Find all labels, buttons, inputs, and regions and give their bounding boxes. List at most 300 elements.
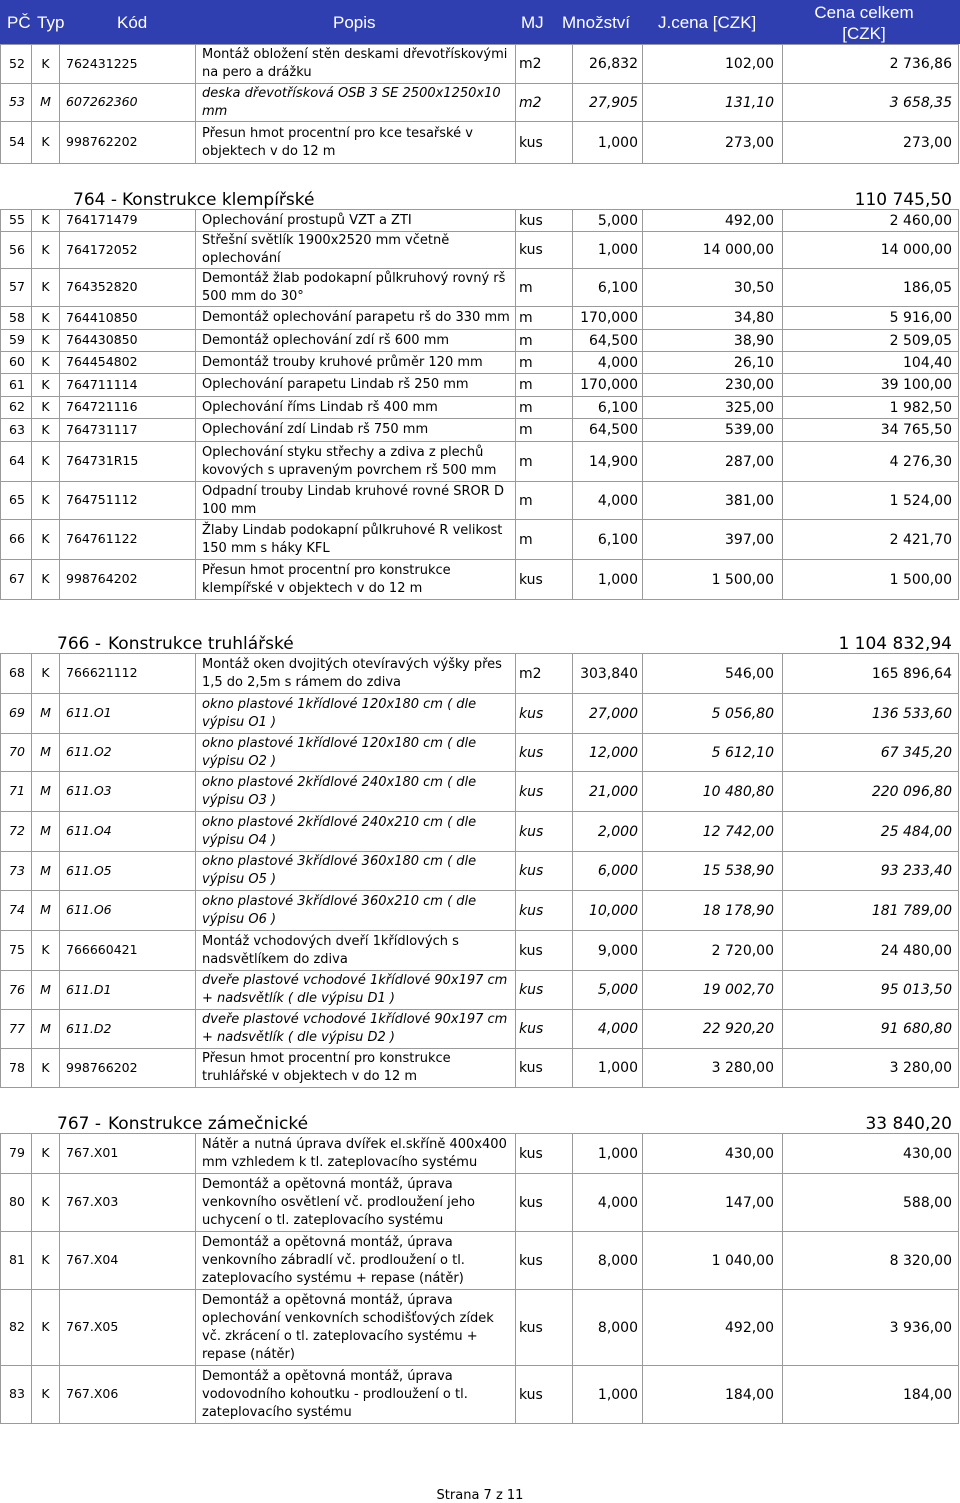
row-unit: m [516,269,573,307]
row-code: 764410850 [60,307,196,330]
row-code: 767.X06 [60,1366,196,1424]
table-row [1,852,959,891]
row-total-price: 273,00 [783,122,959,164]
row-unit: kus [516,1290,573,1366]
row-type: K [32,931,60,971]
row-quantity: 5,000 [573,971,643,1010]
row-number: 57 [1,269,32,307]
row-code: 764172052 [60,232,196,269]
section-title: Konstrukce klempířské [122,190,315,210]
row-unit: m [516,419,573,442]
row-code: 762431225 [60,45,196,84]
row-number: 62 [1,397,32,419]
row-code: 764731R15 [60,442,196,482]
row-unit-price: 10 480,80 [643,772,783,812]
row-type: M [32,971,60,1010]
row-type: K [32,1232,60,1290]
row-quantity: 170,000 [573,307,643,330]
row-type: K [32,419,60,442]
row-description: Demontáž žlab podokapní půlkruhový rovný rš 500 mm do 30° [196,269,516,307]
row-total-price: 39 100,00 [783,374,959,397]
row-code: 764711114 [60,374,196,397]
row-number: 68 [1,654,32,694]
row-number: 80 [1,1174,32,1232]
row-description: Přesun hmot procentní pro kce tesařské v objektech v do 12 m [196,122,516,164]
section-total: 33 840,20 [865,1114,952,1134]
row-description: Montáž vchodových dveří 1křídlových s nadsvětlíkem do zdiva [196,931,516,971]
row-total-price: 91 680,80 [783,1010,959,1049]
row-unit: m [516,352,573,374]
table-row [1,1290,959,1366]
row-code: 764731117 [60,419,196,442]
row-unit-price: 14 000,00 [643,232,783,269]
table-row [1,397,959,419]
table-row [1,1049,959,1088]
row-unit: m [516,307,573,330]
row-number: 72 [1,812,32,852]
row-description: okno plastové 2křídlové 240x210 cm ( dle výpisu O4 ) [196,812,516,852]
table-row [1,1232,959,1290]
row-quantity: 8,000 [573,1290,643,1366]
row-description: Oplechování prostupů VZT a ZTI [196,210,516,232]
row-quantity: 10,000 [573,891,643,931]
row-unit: m [516,330,573,352]
table-row [1,482,959,520]
row-total-price: 95 013,50 [783,971,959,1010]
row-unit: kus [516,931,573,971]
row-unit: kus [516,1232,573,1290]
header-pc: PČ [7,13,31,32]
items-table-top [0,44,959,164]
row-number: 58 [1,307,32,330]
row-number: 67 [1,560,32,600]
row-unit: m2 [516,654,573,694]
row-unit-price: 492,00 [643,1290,783,1366]
row-type: K [32,330,60,352]
row-description: Montáž obložení stěn deskami dřevotřískovými na pero a drážku [196,45,516,84]
table-row [1,1010,959,1049]
table-row [1,84,959,122]
row-unit-price: 539,00 [643,419,783,442]
row-description: Střešní světlík 1900x2520 mm včetně oplechování [196,232,516,269]
row-total-price: 1 524,00 [783,482,959,520]
row-unit: m [516,520,573,560]
row-number: 77 [1,1010,32,1049]
row-code: 611.O6 [60,891,196,931]
row-description: okno plastové 1křídlové 120x180 cm ( dle výpisu O2 ) [196,734,516,772]
header-typ: Typ [37,13,65,32]
row-code: 611.O5 [60,852,196,891]
row-type: M [32,891,60,931]
row-unit: kus [516,122,573,164]
row-unit: m2 [516,45,573,84]
row-type: K [32,560,60,600]
row-description: Demontáž a opětovná montáž, úprava vodovodního kohoutku - prodloužení o tl. zateplovacího systému [196,1366,516,1424]
table-row [1,891,959,931]
table-row [1,232,959,269]
header-popis: Popis [333,13,376,32]
row-total-price: 181 789,00 [783,891,959,931]
table-row [1,694,959,734]
row-unit-price: 3 280,00 [643,1049,783,1088]
row-code: 611.D2 [60,1010,196,1049]
table-row [1,419,959,442]
row-unit: kus [516,1366,573,1424]
row-code: 767.X04 [60,1232,196,1290]
row-number: 52 [1,45,32,84]
row-description: okno plastové 1křídlové 120x180 cm ( dle výpisu O1 ) [196,694,516,734]
row-total-price: 5 916,00 [783,307,959,330]
items-table-767 [0,1133,959,1424]
row-type: K [32,210,60,232]
row-description: dveře plastové vchodové 1křídlové 90x197 cm + nadsvětlík ( dle výpisu D1 ) [196,971,516,1010]
row-total-price: 2 736,86 [783,45,959,84]
row-code: 998762202 [60,122,196,164]
row-number: 78 [1,1049,32,1088]
table-row [1,931,959,971]
row-description: okno plastové 3křídlové 360x210 cm ( dle výpisu O6 ) [196,891,516,931]
section-total: 110 745,50 [854,190,952,210]
table-row [1,812,959,852]
row-type: M [32,772,60,812]
row-total-price: 25 484,00 [783,812,959,852]
row-quantity: 4,000 [573,352,643,374]
row-type: K [32,1290,60,1366]
row-number: 55 [1,210,32,232]
row-total-price: 104,40 [783,352,959,374]
row-number: 82 [1,1290,32,1366]
row-unit: m [516,482,573,520]
section-title: Konstrukce zámečnické [108,1114,309,1134]
row-unit: kus [516,560,573,600]
row-unit-price: 22 920,20 [643,1010,783,1049]
row-code: 766660421 [60,931,196,971]
row-total-price: 4 276,30 [783,442,959,482]
row-code: 611.O4 [60,812,196,852]
row-code: 764751112 [60,482,196,520]
row-total-price: 67 345,20 [783,734,959,772]
row-unit-price: 546,00 [643,654,783,694]
row-number: 83 [1,1366,32,1424]
row-description: dveře plastové vchodové 1křídlové 90x197 cm + nadsvětlík ( dle výpisu D2 ) [196,1010,516,1049]
row-description: Oplechování parapetu Lindab rš 250 mm [196,374,516,397]
row-total-price: 3 280,00 [783,1049,959,1088]
row-code: 998764202 [60,560,196,600]
header-cena-line2: [CZK] [842,24,886,43]
row-unit-price: 184,00 [643,1366,783,1424]
table-row [1,1134,959,1174]
row-total-price: 588,00 [783,1174,959,1232]
row-description: Nátěr a nutná úprava dvířek el.skříně 400x400 mm vzhledem k tl. zateplovacího systému [196,1134,516,1174]
row-quantity: 4,000 [573,1010,643,1049]
row-description: Demontáž a opětovná montáž, úprava venkovního osvětlení vč. prodloužení jeho uchycení o tl. zateplovacího systému [196,1174,516,1232]
row-description: Přesun hmot procentní pro konstrukce truhlářské v objektech v do 12 m [196,1049,516,1088]
row-unit-price: 1 500,00 [643,560,783,600]
row-quantity: 1,000 [573,1049,643,1088]
items-table-766 [0,653,959,1088]
row-unit-price: 15 538,90 [643,852,783,891]
row-code: 766621112 [60,654,196,694]
row-total-price: 1 982,50 [783,397,959,419]
row-unit-price: 287,00 [643,442,783,482]
row-unit-price: 147,00 [643,1174,783,1232]
table-row [1,307,959,330]
table-row [1,122,959,164]
row-number: 65 [1,482,32,520]
row-unit: kus [516,1134,573,1174]
row-type: M [32,84,60,122]
section-title: Konstrukce truhlářské [108,634,294,654]
row-code: 611.D1 [60,971,196,1010]
row-unit-price: 26,10 [643,352,783,374]
row-code: 607262360 [60,84,196,122]
row-description: okno plastové 2křídlové 240x180 cm ( dle výpisu O3 ) [196,772,516,812]
row-number: 81 [1,1232,32,1290]
row-unit: kus [516,694,573,734]
row-type: K [32,397,60,419]
row-number: 75 [1,931,32,971]
row-unit: kus [516,232,573,269]
table-row [1,1174,959,1232]
row-total-price: 2 421,70 [783,520,959,560]
row-quantity: 4,000 [573,1174,643,1232]
table-row [1,520,959,560]
row-unit: kus [516,210,573,232]
row-code: 764454802 [60,352,196,374]
row-unit-price: 1 040,00 [643,1232,783,1290]
row-number: 71 [1,772,32,812]
row-code: 764171479 [60,210,196,232]
row-quantity: 6,100 [573,269,643,307]
row-code: 764352820 [60,269,196,307]
row-quantity: 4,000 [573,482,643,520]
row-total-price: 93 233,40 [783,852,959,891]
row-unit-price: 2 720,00 [643,931,783,971]
row-quantity: 9,000 [573,931,643,971]
row-number: 56 [1,232,32,269]
row-type: K [32,654,60,694]
row-type: K [32,307,60,330]
row-total-price: 3 936,00 [783,1290,959,1366]
header-jcena: J.cena [CZK] [658,13,757,32]
row-unit: m [516,374,573,397]
row-description: Demontáž a opětovná montáž, úprava venkovního zábradlí vč. prodloužení o tl. zateplovacího systému + repase (nátěr) [196,1232,516,1290]
row-unit-price: 131,10 [643,84,783,122]
row-description: Demontáž oplechování parapetu rš do 330 mm [196,307,516,330]
row-number: 63 [1,419,32,442]
row-description: Odpadní trouby Lindab kruhové rovné SROR D 100 mm [196,482,516,520]
row-number: 66 [1,520,32,560]
row-unit-price: 30,50 [643,269,783,307]
row-type: K [32,122,60,164]
row-total-price: 34 765,50 [783,419,959,442]
row-unit-price: 325,00 [643,397,783,419]
row-unit-price: 381,00 [643,482,783,520]
row-code: 767.X05 [60,1290,196,1366]
row-unit-price: 102,00 [643,45,783,84]
row-quantity: 303,840 [573,654,643,694]
row-quantity: 2,000 [573,812,643,852]
row-number: 60 [1,352,32,374]
row-description: Oplechování zdí Lindab rš 750 mm [196,419,516,442]
row-type: K [32,482,60,520]
row-description: deska dřevotřísková OSB 3 SE 2500x1250x10 mm [196,84,516,122]
row-unit-price: 19 002,70 [643,971,783,1010]
row-number: 54 [1,122,32,164]
table-row [1,971,959,1010]
row-quantity: 170,000 [573,374,643,397]
row-number: 53 [1,84,32,122]
row-quantity: 1,000 [573,122,643,164]
row-quantity: 1,000 [573,1134,643,1174]
page-footer: Strana 7 z 11 [436,1488,524,1503]
row-description: Montáž oken dvojitých otevíravých výšky přes 1,5 do 2,5m s rámem do zdiva [196,654,516,694]
row-quantity: 6,100 [573,520,643,560]
table-row [1,352,959,374]
row-unit: kus [516,1174,573,1232]
row-unit: kus [516,1010,573,1049]
row-code: 767.X03 [60,1174,196,1232]
row-code: 764761122 [60,520,196,560]
row-unit-price: 230,00 [643,374,783,397]
row-unit: kus [516,734,573,772]
table-row [1,374,959,397]
header-cena-line1: Cena celkem [814,3,914,22]
row-description: Žlaby Lindab podokapní půlkruhové R velikost 150 mm s háky KFL [196,520,516,560]
row-code: 998766202 [60,1049,196,1088]
table-row [1,734,959,772]
row-quantity: 8,000 [573,1232,643,1290]
row-type: K [32,269,60,307]
row-total-price: 430,00 [783,1134,959,1174]
row-quantity: 1,000 [573,560,643,600]
row-total-price: 3 658,35 [783,84,959,122]
row-number: 73 [1,852,32,891]
row-unit-price: 5 056,80 [643,694,783,734]
row-total-price: 24 480,00 [783,931,959,971]
row-type: M [32,694,60,734]
row-code: 764721116 [60,397,196,419]
section-number: 767 - [57,1114,101,1134]
items-table-764 [0,209,959,600]
row-number: 70 [1,734,32,772]
table-row [1,654,959,694]
row-number: 74 [1,891,32,931]
row-total-price: 220 096,80 [783,772,959,812]
row-number: 61 [1,374,32,397]
row-unit: m [516,442,573,482]
row-description: Demontáž trouby kruhové průměr 120 mm [196,352,516,374]
row-quantity: 1,000 [573,1366,643,1424]
row-unit-price: 12 742,00 [643,812,783,852]
row-unit: m [516,397,573,419]
row-quantity: 27,000 [573,694,643,734]
table-row [1,210,959,232]
row-unit-price: 430,00 [643,1134,783,1174]
row-unit-price: 38,90 [643,330,783,352]
row-quantity: 64,500 [573,330,643,352]
row-type: K [32,352,60,374]
row-quantity: 6,000 [573,852,643,891]
row-unit-price: 273,00 [643,122,783,164]
row-type: K [32,442,60,482]
row-code: 764430850 [60,330,196,352]
row-type: K [32,1366,60,1424]
row-description: Přesun hmot procentní pro konstrukce klempířské v objektech v do 12 m [196,560,516,600]
table-row [1,560,959,600]
row-description: Demontáž oplechování zdí rš 600 mm [196,330,516,352]
row-total-price: 186,05 [783,269,959,307]
row-number: 59 [1,330,32,352]
section-number: 764 - [73,190,117,210]
table-header [0,0,960,44]
row-number: 79 [1,1134,32,1174]
row-quantity: 27,905 [573,84,643,122]
row-quantity: 21,000 [573,772,643,812]
row-total-price: 184,00 [783,1366,959,1424]
row-unit: kus [516,812,573,852]
row-quantity: 1,000 [573,232,643,269]
table-row [1,269,959,307]
row-quantity: 5,000 [573,210,643,232]
table-row [1,1366,959,1424]
row-code: 611.O2 [60,734,196,772]
row-total-price: 14 000,00 [783,232,959,269]
row-type: M [32,734,60,772]
row-total-price: 1 500,00 [783,560,959,600]
row-type: K [32,232,60,269]
row-total-price: 136 533,60 [783,694,959,734]
row-quantity: 26,832 [573,45,643,84]
row-unit: kus [516,772,573,812]
row-number: 76 [1,971,32,1010]
row-type: K [32,1049,60,1088]
row-unit-price: 397,00 [643,520,783,560]
row-unit-price: 492,00 [643,210,783,232]
row-type: K [32,374,60,397]
row-type: K [32,45,60,84]
row-code: 767.X01 [60,1134,196,1174]
row-type: M [32,852,60,891]
row-description: Oplechování styku střechy a zdiva z plechů kovových s upraveným povrchem rš 500 mm [196,442,516,482]
row-type: K [32,1134,60,1174]
row-unit: kus [516,971,573,1010]
section-number: 766 - [57,634,101,654]
row-unit: kus [516,891,573,931]
row-quantity: 14,900 [573,442,643,482]
row-number: 69 [1,694,32,734]
row-code: 611.O3 [60,772,196,812]
row-total-price: 8 320,00 [783,1232,959,1290]
row-unit-price: 34,80 [643,307,783,330]
row-total-price: 2 460,00 [783,210,959,232]
row-description: Demontáž a opětovná montáž, úprava oplechování venkovních schodišťových zídek vč. zkrácení o tl. zateplovacího systému + repase (nátěr) [196,1290,516,1366]
row-unit: m2 [516,84,573,122]
row-code: 611.O1 [60,694,196,734]
table-row [1,442,959,482]
row-type: K [32,1174,60,1232]
row-unit-price: 18 178,90 [643,891,783,931]
section-total: 1 104 832,94 [838,634,952,654]
header-mj: MJ [521,13,544,32]
table-row [1,330,959,352]
row-description: Oplechování říms Lindab rš 400 mm [196,397,516,419]
row-total-price: 165 896,64 [783,654,959,694]
row-unit: kus [516,852,573,891]
row-quantity: 64,500 [573,419,643,442]
row-type: M [32,812,60,852]
table-row [1,772,959,812]
